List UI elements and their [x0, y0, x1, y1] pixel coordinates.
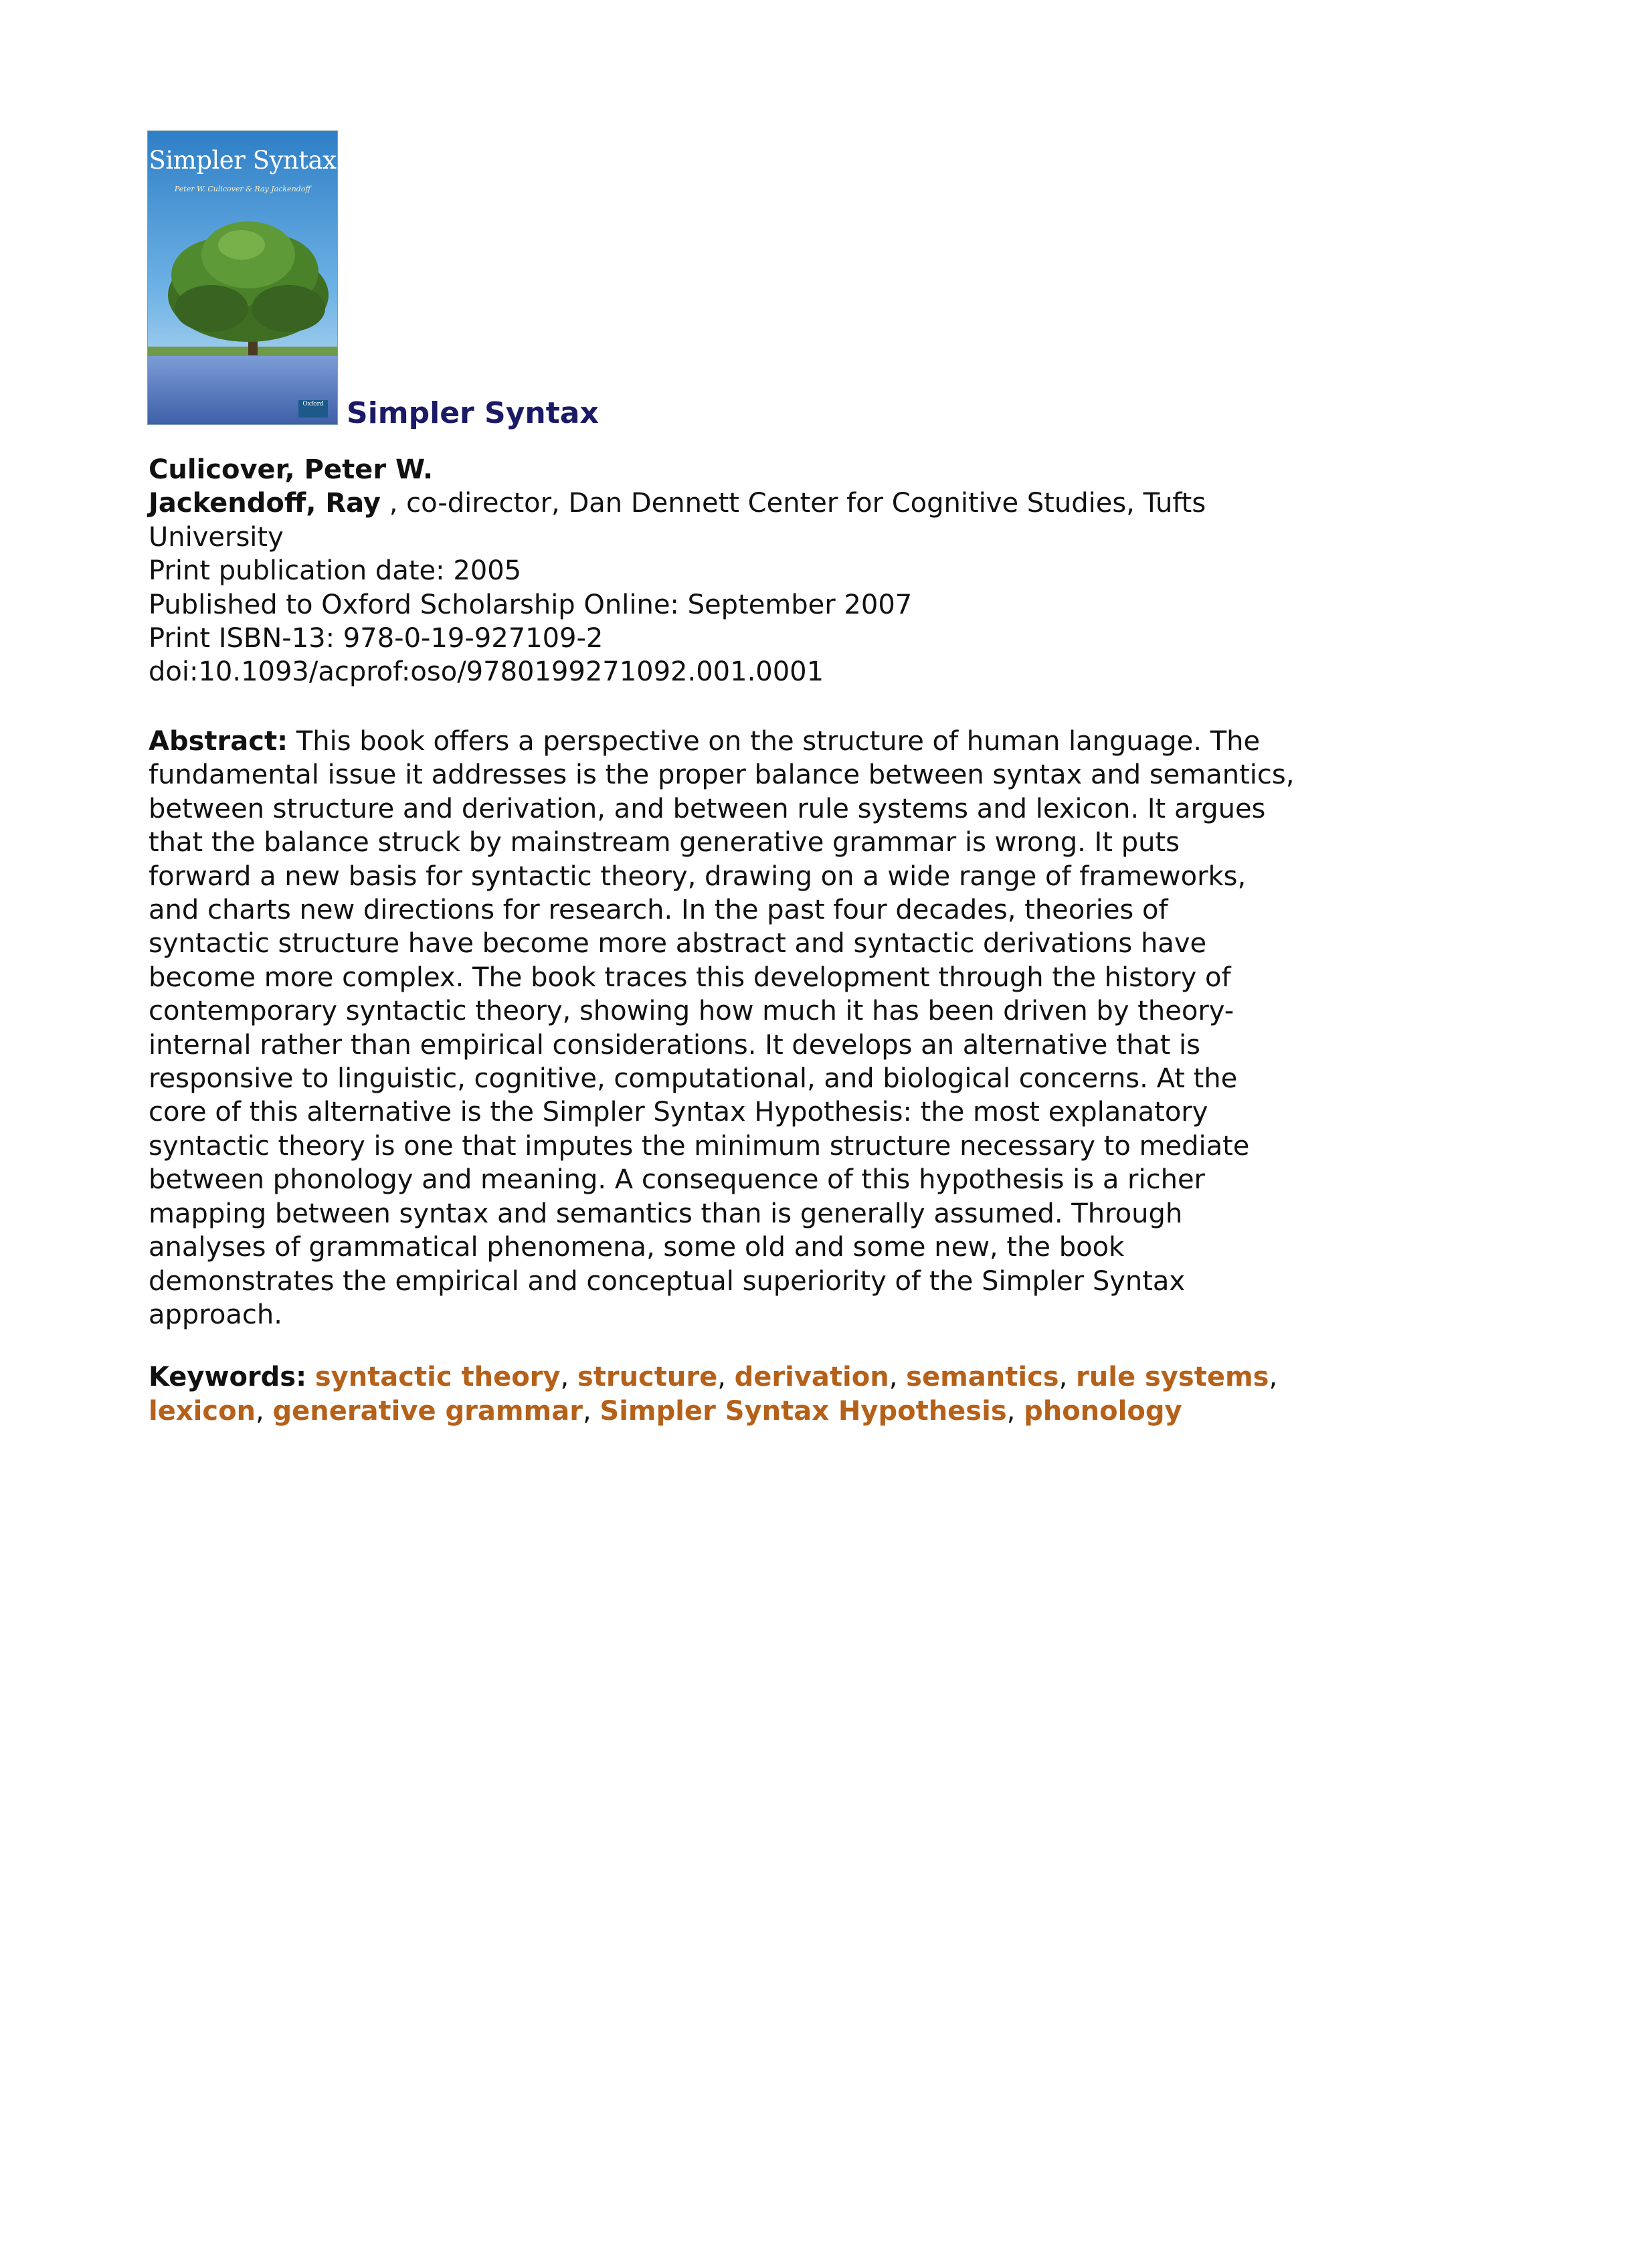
abstract-line: Abstract: This book offers a perspective on the structure of human language. The: [149, 726, 1261, 757]
author-line: [149, 453, 1393, 486]
book-cover-image[interactable]: [147, 130, 338, 425]
abstract-line: and charts new directions for research. In the past four decades, theories of: [149, 895, 1168, 926]
abstract-line: syntactic theory is one that imputes the minimum structure necessary to mediate: [149, 1130, 1250, 1162]
author-line: [149, 486, 1393, 520]
keywords-line: Keywords: syntactic theory, structure, derivation, semantics, rule systems,: [149, 1362, 1278, 1392]
online-publication-date: Published to Oxford Scholarship Online: September 2007: [149, 589, 913, 620]
abstract-line: internal rather than empirical considerations. It develops an alternative that is: [149, 1029, 1200, 1061]
keyword-link[interactable]: structure: [577, 1362, 718, 1392]
keyword-link[interactable]: rule systems: [1076, 1362, 1269, 1392]
abstract: [149, 725, 1406, 1332]
keyword-link[interactable]: semantics: [906, 1362, 1059, 1392]
keyword-link[interactable]: phonology: [1024, 1396, 1182, 1427]
author-affiliation-continued: University: [149, 521, 284, 553]
keyword-link[interactable]: syntactic theory: [314, 1362, 561, 1392]
abstract-line: demonstrates the empirical and conceptual superiority of the Simpler Syntax: [149, 1265, 1186, 1297]
keywords: [149, 1360, 1406, 1429]
author-name: Culicover, Peter W.: [149, 454, 434, 485]
print-isbn: Print ISBN-13: 978-0-19-927109-2: [149, 623, 604, 654]
abstract-line: that the balance struck by mainstream generative grammar is wrong. It puts: [149, 827, 1180, 858]
author-affiliation: , co-director, Dan Dennett Center for Cognitive Studies, Tufts: [381, 488, 1206, 519]
abstract-line: between structure and derivation, and between rule systems and lexicon. It argues: [149, 793, 1266, 824]
doi: doi:10.1093/acprof:oso/9780199271092.001.0001: [149, 656, 824, 688]
book-metadata: [149, 453, 1393, 689]
keyword-link[interactable]: lexicon: [149, 1396, 256, 1427]
abstract-line: contemporary syntactic theory, showing how much it has been driven by theory-: [149, 996, 1234, 1027]
abstract-line: between phonology and meaning. A consequence of this hypothesis is a richer: [149, 1164, 1206, 1196]
print-publication-date: Print publication date: 2005: [149, 555, 522, 587]
keyword-link[interactable]: derivation: [734, 1362, 889, 1392]
abstract-line: syntactic structure have become more abstract and syntactic derivations have: [149, 928, 1207, 960]
keywords-label: Keywords:: [149, 1362, 307, 1392]
keyword-link[interactable]: generative grammar: [272, 1396, 583, 1427]
author-name: Jackendoff, Ray: [149, 488, 381, 519]
keyword-link[interactable]: Simpler Syntax Hypothesis: [600, 1396, 1007, 1427]
abstract-line: analyses of grammatical phenomena, some old and some new, the book: [149, 1232, 1125, 1263]
abstract-line: become more complex. The book traces this development through the history of: [149, 962, 1231, 993]
abstract-line: responsive to linguistic, cognitive, computational, and biological concerns. At the: [149, 1063, 1238, 1095]
abstract-line: forward a new basis for syntactic theory, drawing on a wide range of frameworks,: [149, 860, 1247, 892]
keywords-line: lexicon, generative grammar, Simpler Syntax Hypothesis, phonology: [149, 1396, 1182, 1427]
book-title[interactable]: Simpler Syntax: [347, 396, 599, 430]
abstract-line: fundamental issue it addresses is the proper balance between syntax and semantics,: [149, 759, 1295, 791]
abstract-line: core of this alternative is the Simpler Syntax Hypothesis: the most explanatory: [149, 1097, 1208, 1128]
cover-authors: Peter W. Culicover & Ray Jackendoff: [174, 185, 311, 193]
cover-title: Simpler Syntax: [149, 146, 337, 175]
abstract-label: Abstract:: [149, 726, 288, 757]
abstract-line: approach.: [149, 1299, 282, 1330]
abstract-line: mapping between syntax and semantics than is generally assumed. Through: [149, 1198, 1183, 1229]
cover-publisher-logo: Oxford: [298, 400, 328, 418]
